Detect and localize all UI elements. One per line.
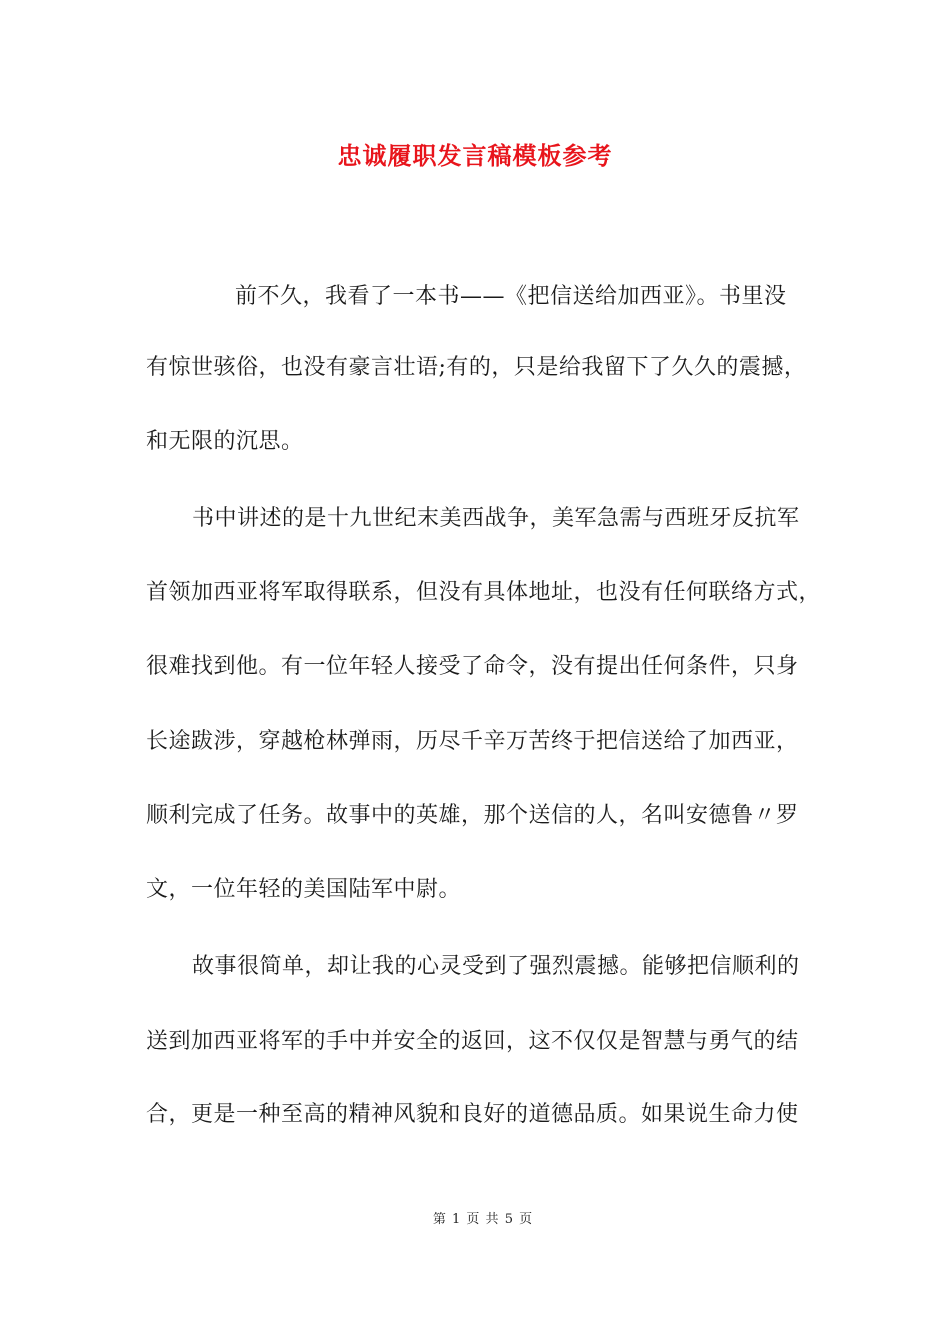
document-title: 忠诚履职发言稿模板参考 [337,141,613,170]
paragraph-line: 合，更是一种至高的精神风貌和良好的道德品质。如果说生命力使 [146,1102,799,1127]
paragraph-line: 送到加西亚将军的手中并安全的返回，这不仅仅是智慧与勇气的结 [146,1029,799,1054]
paragraph-line: 首领加西亚将军取得联系，但没有具体地址，也没有任何联络方式， [146,580,822,605]
paragraph-line: 书中讲述的是十九世纪末美西战争，美军急需与西班牙反抗军 [192,506,800,531]
paragraph-line: 和无限的沉思。 [146,429,304,454]
paragraph-line: 顺利完成了任务。故事中的英雄，那个送信的人，名叫安德鲁〃罗 [146,803,799,828]
paragraph-line: 很难找到他。有一位年轻人接受了命令，没有提出任何条件，只身 [146,654,799,679]
paragraph-line: 文，一位年轻的美国陆军中尉。 [146,877,462,902]
paragraph-line: 长途跋涉，穿越枪林弹雨，历尽千辛万苦终于把信送给了加西亚， [146,729,799,754]
paragraph-line: 故事很简单，却让我的心灵受到了强烈震撼。能够把信顺利的 [192,954,800,979]
paragraph-line: 前不久，我看了一本书——《把信送给加西亚》。书里没 [235,284,787,309]
paragraph-line: 有惊世骇俗，也没有豪言壮语;有的，只是给我留下了久久的震撼， [146,355,807,380]
page-number-footer: 第 1 页 共 5 页 [432,1212,534,1227]
